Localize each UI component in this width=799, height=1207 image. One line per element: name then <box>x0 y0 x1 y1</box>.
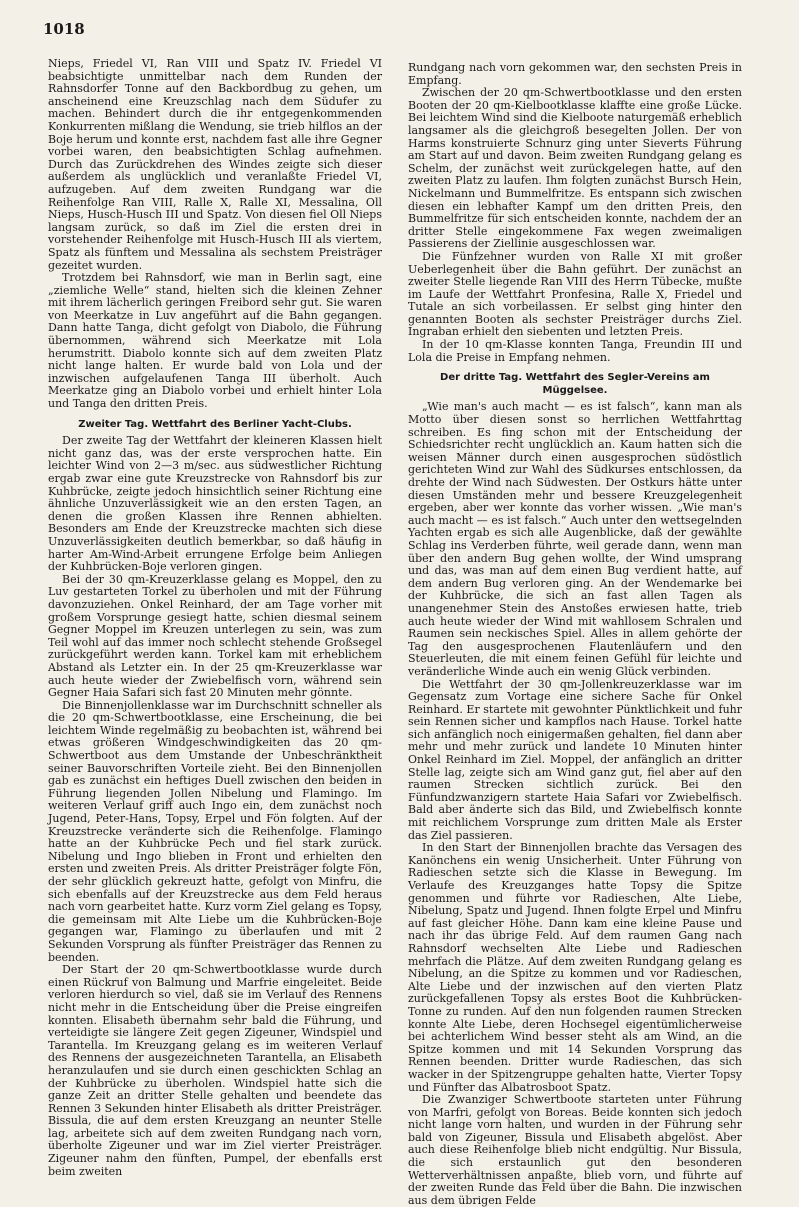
section-heading-day-two: Zweiter Tag. Wettfahrt des Berliner Yacht-Clubs. <box>78 418 352 430</box>
paragraph: Rundgang nach vorn gekommen war, den sechsten Preis in Empfang. <box>408 61 742 87</box>
paragraph: Bei der 30 qm-Kreuzerklasse gelang es Moppel, den zu Luv gestarteten Torkel zu überholen und mit der Führung davonzuziehen. Onkel Reinhard, der am Tage vorher mit großem Vorsprunge gesiegt hatte, schien diesmal seinem Gegner Moppel im Kreuzen unterlegen zu sein, was zum Teil wohl auf das immer noch schlecht stehende Großsegel zurückgeführt werden kann. Torkel kam mit erheblichem Abstand als Letzter ein. In der 25 qm-Kreuzerklasse war auch heute wieder der Zwiebelfisch vorn, während sein Gegner Haia Safari sich fast 20 Minuten mehr gönnte. <box>48 572 382 700</box>
paragraph: Zwischen der 20 qm-Schwertbootklasse und den ersten Booten der 20 qm-Kielbootklasse klaffte eine große Lücke. Bei leichtem Wind sind die Kielboote naturgemäß erheblich langsamer als die gleichgroß besegelten Jollen. Der von Harms konstruierte Schnurz ging unter Sieverts Führung am Start auf und davon. Beim zweiten Rundgang gelang es Schelm, der zunächst weit zurückgelegen hatte, auf den zweiten Platz zu laufen. Ihm folgten zunächst Bursch Hein, Nickelmann und Bummelfritze. Es entspann sich zwischen diesen ein lebhafter Kampf um den dritten Preis, den Bummelfritze für sich entscheiden konnte, nachdem der an dritter Stelle eingekommene Fax wegen zweimaligen Passierens der Ziellinie ausgeschlossen war. <box>408 86 742 251</box>
section-heading-day-three: Der dritte Tag. Wettfahrt des Segler-Vereins am Müggelsee. <box>440 372 710 396</box>
paragraph: Trotzdem bei Rahnsdorf, wie man in Berlin sagt, eine „ziemliche Welle“ stand, hielten sich die kleinen Zehner mit ihrem lächerlich geringen Freibord sehr gut. Sie waren von Meerkatze in Luv angeführt auf die Bahn gegangen. Dann hatte Tanga, dicht gefolgt von Diabolo, die Führung übernommen, während sich Meerkatze mit Lola herumstritt. Diabolo konnte sich auf dem zweiten Platz nicht lange halten. Er wurde bald von Lola und der inzwischen aufgelaufenen Tanga III überholt. Auch Meerkatze ging an Diabolo vorbei und erhielt hinter Lola und Tanga den dritten Preis. <box>48 271 382 411</box>
paragraph: Der zweite Tag der Wettfahrt der kleineren Klassen hielt nicht ganz das, was der erste versprochen hatte. Ein leichter Wind von 2—3 m/sec. aus südwestlicher Richtung ergab zwar eine gute Kreuzstrecke von Rahnsdorf bis zur Kuhbrücke, zeigte jedoch hinsichtlich seiner Richtung eine ähnliche Unzuverlässigkeit wie an den ersten Tagen, an denen die großen Klassen ihre Rennen abhielten. Besonders am Ende der Kreuzstrecke machten sich diese Unzuverlässigkeiten deutlich bemerkbar, so daß häufig in harter Am-Wind-Arbeit errungene Erfolge beim Anliegen der Kuhbrücken-Boje verloren gingen. <box>48 434 382 574</box>
paragraph: In der 10 qm-Klasse konnten Tanga, Freundin III und Lola die Preise in Empfang nehmen. <box>408 338 742 364</box>
paragraph: Die Fünfzehner wurden von Ralle XI mit großer Ueberlegenheit über die Bahn geführt. Der zunächst an zweiter Stelle liegende Ran VIII des Herrn Tübecke, mußte im Laufe der Wettfahrt Pronfesina, Ralle X, Friedel und Tutale an sich vorbeilassen. Er selbst ging hinter den genannten Booten als sechster Preisträger durchs Ziel. Ingraban erhielt den siebenten und letzten Preis. <box>408 249 742 339</box>
paragraph: Die Wettfahrt der 30 qm-Jollenkreuzerklasse war im Gegensatz zum Vortage eine sichere Sache für Onkel Reinhard. Er startete mit gewohnter Pünktlichkeit und fuhr sein Rennen sicher und kampflos nach Hause. Torkel hatte sich anfänglich noch einigermaßen gehalten, fiel dann aber mehr und mehr zurück und landete 10 Minuten hinter Onkel Reinhard im Ziel. Moppel, der anfänglich an dritter Stelle lag, zeigte sich am Wind ganz gut, fiel aber auf den raumen Strecken sichtlich zurück. Bei den Fünfundzwanzigern startete Haia Safari vor Zwiebelfisch. Bald aber änderte sich das Bild, und Zwiebelfisch konnte mit reichlichem Vorsprunge zum dritten Male als Erster das Ziel passieren. <box>408 677 742 842</box>
paragraph: Nieps, Friedel VI, Ran VIII und Spatz IV. Friedel VI beabsichtigte unmittelbar nach dem Runden der Rahnsdorfer Tonne auf den Backbordbug zu gehen, um anscheinend eine Kreuzschlag nach dem Südufer zu machen. Behindert durch die ihr entgegenkommenden Konkurrenten mißlang die Wendung, sie trieb hilflos an der Boje herum und konnte erst, nachdem fast alle ihre Gegner vorbei waren, den beabsichtigten Schlag aufnehmen. Durch das Zurückdrehen des Windes zeigte sich dieser außerdem als unglücklich und veranlaßte Friedel VI, aufzugeben. Auf dem zweiten Rundgang war die Reihenfolge Ran VIII, Ralle X, Ralle XI, Messalina, Oll Nieps, Husch-Husch III und Spatz. Von diesen fiel Oll Nieps langsam zurück, so daß im Ziel die ersten drei in vorstehender Reihenfolge mit Husch-Husch III als viertem, Spatz als fünftem und Messalina als sechstem Preisträger gezeitet wurden. <box>48 57 382 272</box>
paragraph: In den Start der Binnenjollen brachte das Versagen des Kanönchens ein wenig Unsicherheit. Unter Führung von Radieschen setzte sich die Klasse in Bewegung. Im Verlaufe des Kreuzganges hatte Topsy die Spitze genommen und führte vor Radieschen, Alte Liebe, Nibelung, Spatz und Jugend. Ihnen folgte Erpel und Minfru auf fast gleicher Höhe. Dann kam eine kleine Pause und nach ihr das übrige Feld. Auf dem raumen Gang nach Rahnsdorf wechselten Alte Liebe und Radieschen mehrfach die Plätze. Auf dem zweiten Rundgang gelang es Nibelung, an die Spitze zu kommen und vor Radieschen, Alte Liebe und der inzwischen auf den vierten Platz zurückgefallenen Topsy als erstes Boot die Kuhbrücken-Tonne zu runden. Auf den nun folgenden raumen Strecken konnte Alte Liebe, deren Hochsegel eigentümlicherweise bei achterlichem Wind besser steht als am Wind, an die Spitze kommen und mit 14 Sekunden Vorsprung das Rennen beenden. Dritter wurde Radieschen, das sich wacker in der Spitzengruppe gehalten hatte, Vierter Topsy und Fünfter das Albatrosboot Spatz. <box>408 841 742 1094</box>
page-number: 1018 <box>43 20 85 38</box>
paragraph: Die Binnenjollenklasse war im Durchschnitt schneller als die 20 qm-Schwertbootklasse, eine Erscheinung, die bei leichtem Winde regelmäßig zu beobachten ist, während bei etwas größeren Windgeschwindigkeiten das 20 qm-Schwertboot aus dem Umstande der Unbeschränktheit seiner Bauvorschriften Vorteile zieht. Bei den Binnenjollen gab es zunächst ein heftiges Duell zwischen den beiden in Führung liegenden Jollen Nibelung und Flamingo. Im weiteren Verlauf griff auch Ingo ein, dem zunächst noch Jugend, Peter-Hans, Topsy, Erpel und Fön folgten. Auf der Kreuzstrecke veränderte sich die Reihenfolge. Flamingo hatte an der Kuhbrücke Pech und fiel stark zurück. Nibelung und Ingo blieben in Front und erhielten den ersten und zweiten Preis. Als dritter Preisträger folgte Fön, der sehr glücklich gekreuzt hatte, gefolgt von Minfru, die sich ebenfalls auf der Kreuzstrecke aus dem Feld heraus nach vorn gearbeitet hatte. Kurz vorm Ziel gelang es Topsy, die gemeinsam mit Alte Liebe um die Kuhbrücken-Boje gegangen war, Flamingo zu überlaufen und mit 2 Sekunden Vorsprung als fünfter Preisträger das Rennen zu beenden. <box>48 698 382 964</box>
paragraph: „Wie man's auch macht — es ist falsch“, kann man als Motto über diesen sonst so herrlichen Wettfahrttag schreiben. Es fing schon mit der Entscheidung der Schiedsrichter recht unglücklich an. Kaum hatten sich die weisen Männer durch einen ausgesprochen südöstlich gerichteten Wind zur Wahl des Südkurses entschlossen, da drehte der Wind nach Südwesten. Der Ostkurs hätte unter diesen Umständen mehr und bessere Kreuzgelegenheit ergeben, aber wer konnte das vorher wissen. „Wie man's auch macht — es ist falsch.“ Auch unter den wettsegelnden Yachten ergab es sich alle Augenblicke, daß der gewählte Schlag ins Verderben führte, weil gerade dann, wenn man über den andern Bug gehen wollte, der Wind umsprang und das, was man auf dem einen Bug verdient hatte, auf dem andern Bug verloren ging. An der Wendemarke bei der Kuhbrücke, die sich an fast allen Tagen als unangenehmer Stein des Anstoßes erwiesen hatte, trieb auch heute wieder der Wind mit wahllosem Schralen und Raumen sein neckisches Spiel. Alles in allem gehörte der Tag den ausgesprochenen Flautenläufern und den Steuerleuten, die mit einem feinen Gefühl für leichte und veränderliche Winde auch ein wenig Glück verbinden. <box>408 400 742 678</box>
paragraph: Die Zwanziger Schwertboote starteten unter Führung von Marfri, gefolgt von Boreas. Beide konnten sich jedoch nicht lange vorn halten, und wurden in der Führung sehr bald von Zigeuner, Bissula und Elisabeth abgelöst. Aber auch diese Reihenfolge blieb nicht endgültig. Nur Bissula, die sich erstaunlich gut den besonderen Wetterverhältnissen anpaßte, blieb vorn, und führte auf der zweiten Runde das Feld über die Bahn. Die inzwischen aus dem übrigen Felde <box>408 1093 742 1207</box>
left-column <box>48 58 382 1178</box>
paragraph: Der Start der 20 qm-Schwertbootklasse wurde durch einen Rückruf von Balmung und Marfrie eingeleitet. Beide verloren hierdurch so viel, daß sie im Verlauf des Rennens nicht mehr in die Entscheidung über die Preise eingreifen konnten. Elisabeth übernahm sehr bald die Führung, und verteidigte sie längere Zeit gegen Zigeuner, Windspiel und Tarantella. Im Kreuzgang gelang es im weiteren Verlauf des Rennens der ausgezeichneten Tarantella, an Elisabeth heranzulaufen und sie durch einen geschickten Schlag an der Kuhbrücke zu überholen. Windspiel hatte sich die ganze Zeit an dritter Stelle gehalten und beendete das Rennen 3 Sekunden hinter Elisabeth als dritter Preisträger. Bissula, die auf dem ersten Kreuzgang an neunter Stelle lag, arbeitete sich auf dem zweiten Rundgang nach vorn, überholte Zigeuner und war im Ziel vierter Preisträger. Zigeuner nahm den fünften, Pumpel, der ebenfalls erst beim zweiten <box>48 963 382 1178</box>
right-column <box>408 62 742 1207</box>
